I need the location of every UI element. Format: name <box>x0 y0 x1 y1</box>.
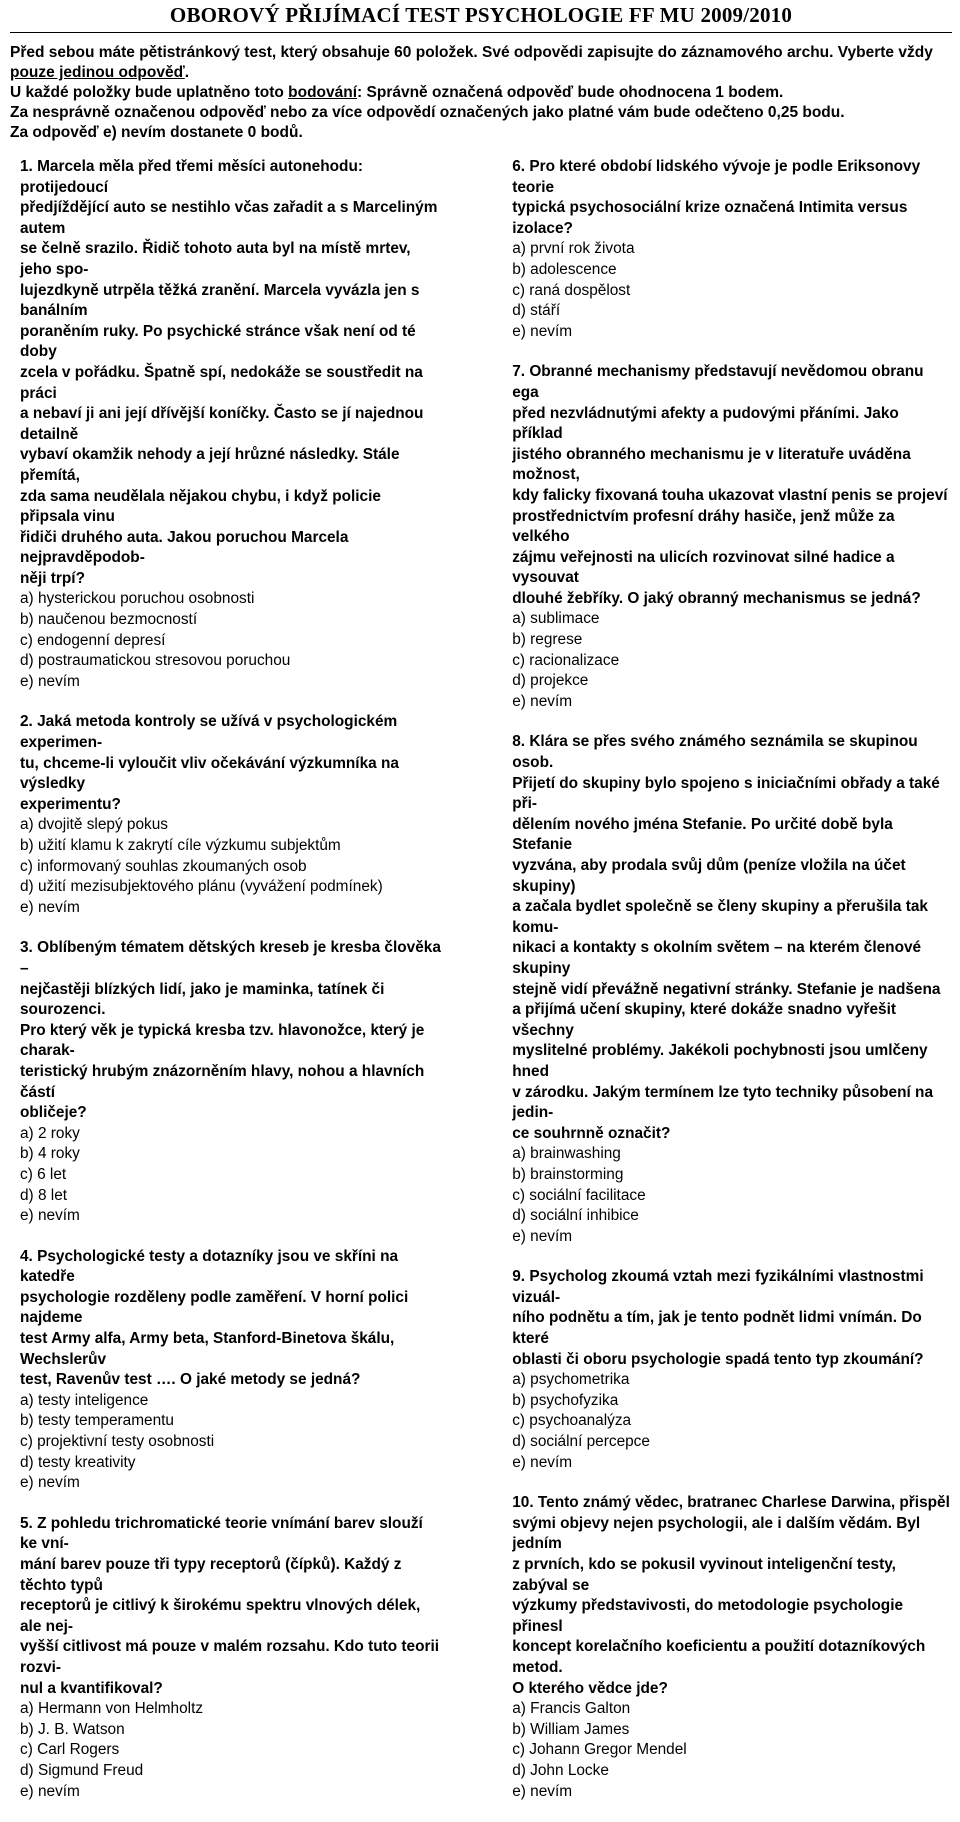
question-text-line: Pro který věk je typická kresba tzv. hlavonožce, který je charak- <box>20 1021 425 1060</box>
answer-option: e) nevím <box>512 1453 573 1471</box>
question-block <box>20 1514 442 1802</box>
question-text-line: vyšší citlivost má pouze v malém rozsahu. Kdo tuto teorii rozvi- <box>20 1638 440 1676</box>
instructions-line <box>10 43 952 63</box>
question-text-line: prostřednictvím profesní dráhy hasiče, jenž může za velkého <box>512 507 895 546</box>
answer-option: b) adolescence <box>512 260 617 278</box>
answer-option: d) projekce <box>512 672 589 690</box>
question-block <box>20 157 442 692</box>
question-text-line: zájmu veřejnosti na ulicích rozvinovat silné hadice a vysouvat <box>512 548 895 587</box>
answer-option: c) projektivní testy osobnosti <box>20 1433 215 1451</box>
question-text-line: nul a kvantifikoval? <box>20 1679 163 1697</box>
question-text-line: 5. Z pohledu trichromatické teorie vnímání barev slouží ke vní- <box>20 1514 423 1553</box>
question-text-line: a přijímá učení skupiny, které dokáže snadno vyřešit všechny <box>512 1001 896 1039</box>
instructions-text: U každé položky bude uplatněno toto <box>10 84 289 101</box>
question-text-line: test, Ravenův test …. O jaké metody se jedná? <box>20 1371 361 1389</box>
question-text-line: 7. Obranné mechanismy představují nevědomou obranu ega <box>512 363 924 401</box>
question-text-line: psychologie rozděleny podle zaměření. V horní polici najdeme <box>20 1288 409 1327</box>
question-text-line: poraněním ruky. Po psychické stránce však není od té doby <box>20 322 416 361</box>
question-text-line: 9. Psycholog zkoumá vztah mezi fyzikálními vlastnostmi vizuál- <box>512 1268 924 1306</box>
answer-option: c) sociální facilitace <box>512 1186 646 1204</box>
answer-option: b) 4 roky <box>20 1145 80 1163</box>
question-block <box>20 712 442 918</box>
instructions-emphasis: pouze jedinou odpověď <box>10 64 185 81</box>
question-text-line: dlouhé žebříky. O jaký obranný mechanismus se jedná? <box>512 589 921 607</box>
answer-option: a) hysterickou poruchou osobnosti <box>20 590 255 608</box>
answer-option: d) postraumatickou stresovou poruchou <box>20 652 291 670</box>
question-text-line: test Army alfa, Army beta, Stanford-Binetova škálu, Wechslerův <box>20 1330 395 1368</box>
answer-option: d) stáří <box>512 302 561 320</box>
answer-option: a) první rok života <box>512 240 635 258</box>
question-text-line: 8. Klára se přes svého známého seznámila se skupinou osob. <box>512 733 918 772</box>
question-block <box>512 732 952 1247</box>
question-text-line: O kterého vědce jde? <box>512 1679 668 1697</box>
question-text-line: zcela v pořádku. Špatně spí, nedokáže se soustředit na práci <box>20 363 423 402</box>
question-block <box>20 1247 442 1494</box>
question-text-line: řidiči druhého auta. Jakou poruchou Marcela nejpravděpodob- <box>20 528 349 567</box>
title-divider <box>10 32 952 33</box>
answer-option: d) 8 let <box>20 1186 68 1204</box>
answer-option: a) testy inteligence <box>20 1391 149 1409</box>
answer-option: e) nevím <box>512 322 573 340</box>
instructions-emphasis: bodování <box>288 84 358 101</box>
answer-option: a) Francis Galton <box>512 1700 631 1718</box>
question-text-line: v zárodku. Jakým termínem lze tyto techniky působení na jedin- <box>512 1083 934 1122</box>
question-text-line: zda sama neudělala nějakou chybu, i když policie připsala vinu <box>20 487 381 526</box>
question-text-line: 1. Marcela měla před třemi měsíci autonehodu: protijedoucí <box>20 158 363 196</box>
questions-column-right <box>512 157 952 1822</box>
instructions-line <box>10 123 952 143</box>
instructions-text: : Správně označená odpověď bude ohodnocena 1 bodem. <box>357 84 784 101</box>
question-text-line: 2. Jaká metoda kontroly se užívá v psychologickém experimen- <box>20 713 398 752</box>
answer-option: e) nevím <box>20 672 80 690</box>
answer-option: a) psychometrika <box>512 1371 630 1389</box>
questions-area <box>10 157 952 1822</box>
answer-option: d) sociální inhibice <box>512 1207 639 1225</box>
instructions <box>10 43 952 143</box>
answer-option: e) nevím <box>20 1474 80 1492</box>
answer-option: b) testy temperamentu <box>20 1412 174 1430</box>
instructions-text: Za odpověď e) nevím dostanete 0 bodů. <box>10 124 303 141</box>
question-text-line: svými objevy nejen psychologii, ale i dalším vědám. Byl jedním <box>512 1514 921 1553</box>
answer-option: e) nevím <box>512 1227 573 1245</box>
answer-option: c) informovaný souhlas zkoumaných osob <box>20 857 307 875</box>
answer-option: a) dvojitě slepý pokus <box>20 816 168 834</box>
answer-option: c) Johann Gregor Mendel <box>512 1741 687 1759</box>
answer-option: a) 2 roky <box>20 1124 80 1142</box>
answer-option: c) psychoanalýza <box>512 1412 632 1430</box>
instructions-line <box>10 63 952 83</box>
question-text-line: oblasti či oboru psychologie spadá tento typ zkoumání? <box>512 1350 924 1368</box>
instructions-line <box>10 103 952 123</box>
question-text-line: jistého obranného mechanismu je v literatuře uváděna možnost, <box>512 445 911 484</box>
question-text-line: 3. Oblíbeným tématem dětských kreseb je kresba člověka – <box>20 939 441 977</box>
question-text-line: koncept korelačního koeficientu a použití dotazníkových metod. <box>512 1638 926 1676</box>
question-text-line: experimentu? <box>20 795 121 813</box>
question-text-line: stejně vidí převážně negativní stránky. Stefanie je nadšena <box>512 980 941 998</box>
instructions-text: Před sebou máte pětistránkový test, který obsahuje 60 položek. Své odpovědi zapisujte do záznamového archu. Vyberte vždy <box>10 44 933 61</box>
question-text-line: obličeje? <box>20 1104 87 1122</box>
answer-option: b) regrese <box>512 631 583 649</box>
question-text-line: a nebaví ji ani její dřívější koníčky. Často se jí najednou detailně <box>20 405 424 443</box>
question-text-line: nikaci a kontakty s okolním světem – na kterém členové skupiny <box>512 939 922 977</box>
question-text-line: vybaví okamžik nehody a její hrůzné následky. Stále přemítá, <box>20 446 400 484</box>
question-text-line: a začala bydlet společně se členy skupiny a přerušila tak komu- <box>512 898 928 936</box>
answer-option: b) užití klamu k zakrytí cíle výzkumu subjektům <box>20 837 341 854</box>
question-text-line: vyzvána, aby prodala svůj dům (peníze vložila na účet skupiny) <box>512 857 906 895</box>
answer-option: e) nevím <box>20 898 80 916</box>
question-block <box>512 362 952 712</box>
question-text-line: předjíždějící auto se nestihlo včas zařadit a s Marcelin‎ým autem <box>20 199 438 237</box>
question-text-line: 6. Pro které období lidského vývoje je podle Eriksonovy teorie <box>512 158 921 196</box>
question-text-line: kdy falicky fixovaná touha ukazovat vlastní penis se projeví <box>512 486 948 504</box>
answer-option: b) J. B. Watson <box>20 1720 125 1738</box>
question-block <box>512 1267 952 1473</box>
question-text-line: 10. Tento známý vědec, bratranec Charlese Darwina, přispěl <box>512 1494 950 1512</box>
question-text-line: typická psychosociální krize označená Intimita versus izolace? <box>512 199 908 237</box>
question-text-line: Přijetí do skupiny bylo spojeno s iniciačními obřady a také při- <box>512 774 940 813</box>
answer-option: a) brainwashing <box>512 1145 621 1163</box>
question-text-line: mání barev pouze tři typy receptorů (čípků). Každý z těchto typů <box>20 1556 402 1594</box>
answer-option: c) 6 let <box>20 1165 67 1183</box>
page-title: OBOROVÝ PŘIJÍMACÍ TEST PSYCHOLOGIE FF MU 2009/2010 <box>169 3 793 27</box>
answer-option: b) naučenou bezmocností <box>20 611 198 629</box>
answer-option: c) endogenní depresí <box>20 631 166 649</box>
answer-option: b) William James <box>512 1720 630 1738</box>
answer-option: d) testy kreativity <box>20 1453 136 1471</box>
question-text-line: před nezvládnutými afekty a pudovými přáními. Jako příklad <box>512 404 899 443</box>
answer-option: e) nevím <box>512 692 573 710</box>
instructions-text: . <box>184 64 190 81</box>
question-block <box>20 938 442 1226</box>
questions-column-left <box>20 157 442 1822</box>
question-text-line: 4. Psychologické testy a dotazníky jsou ve skříni na katedře <box>20 1247 399 1286</box>
answer-option: c) racionalizace <box>512 651 620 669</box>
answer-option: d) užití mezisubjektového plánu (vyvážení podmínek) <box>20 878 383 896</box>
question-text-line: lujezdkyně utrpěla těžká zranění. Marcela vyvázla jen s banálním <box>20 281 420 320</box>
question-text-line: ního podnětu a tím, jak je tento podnět lidmi vnímán. Do které <box>512 1309 922 1348</box>
answer-option: c) raná dospělost <box>512 281 631 299</box>
question-text-line: se čelně srazilo. Řidič tohoto auta byl na místě mrtev, jeho spo- <box>20 240 411 278</box>
question-text-line: nejčastěji blízkých lidí, jako je maminka, tatínek či sourozenci. <box>20 980 385 1019</box>
answer-option: e) nevím <box>20 1782 80 1800</box>
question-text-line: ce souhrnně označit? <box>512 1124 671 1142</box>
answer-option: a) sublimace <box>512 610 600 628</box>
answer-option: d) Sigmund Freud <box>20 1761 144 1779</box>
question-text-line: tu, chceme-li vyloučit vliv očekávání výzkumníka na výsledky <box>20 754 399 793</box>
question-text-line: teristický hrubým znázorněním hlavy, nohou a hlavních částí <box>20 1062 425 1101</box>
answer-option: e) nevím <box>20 1207 80 1225</box>
instructions-line <box>10 83 952 103</box>
answer-option: a) Hermann von Helmholtz <box>20 1700 204 1718</box>
question-text-line: výzkumy představivosti, do metodologie psychologie přinesl <box>512 1597 904 1635</box>
question-text-line: myslitelné problémy. Jakékoli pochybnosti jsou umlčeny hned <box>512 1042 928 1080</box>
test-page <box>0 2 960 1800</box>
answer-option: e) nevím <box>512 1782 573 1800</box>
answer-option: d) sociální percepce <box>512 1433 650 1451</box>
answer-option: b) brainstorming <box>512 1165 624 1183</box>
question-text-line: receptorů je citlivý k širokému spektru vlnových délek, ale nej- <box>20 1597 421 1635</box>
question-text-line: něji trpí? <box>20 569 85 587</box>
answer-option: b) psychofyzika <box>512 1391 619 1409</box>
question-text-line: dělením nového jména Stefanie. Po určité době byla Stefanie <box>512 815 893 854</box>
question-block <box>512 157 952 342</box>
instructions-text: Za nesprávně označenou odpověď nebo za více odpovědí označených jako platné vám bude odečteno 0,25 bodu. <box>10 104 845 121</box>
question-block <box>512 1493 952 1802</box>
answer-option: d) John Locke <box>512 1761 609 1779</box>
answer-option: c) Carl Rogers <box>20 1741 120 1759</box>
question-text-line: z prvních, kdo se pokusil vyvinout inteligenční testy, zabýval se <box>512 1556 896 1594</box>
